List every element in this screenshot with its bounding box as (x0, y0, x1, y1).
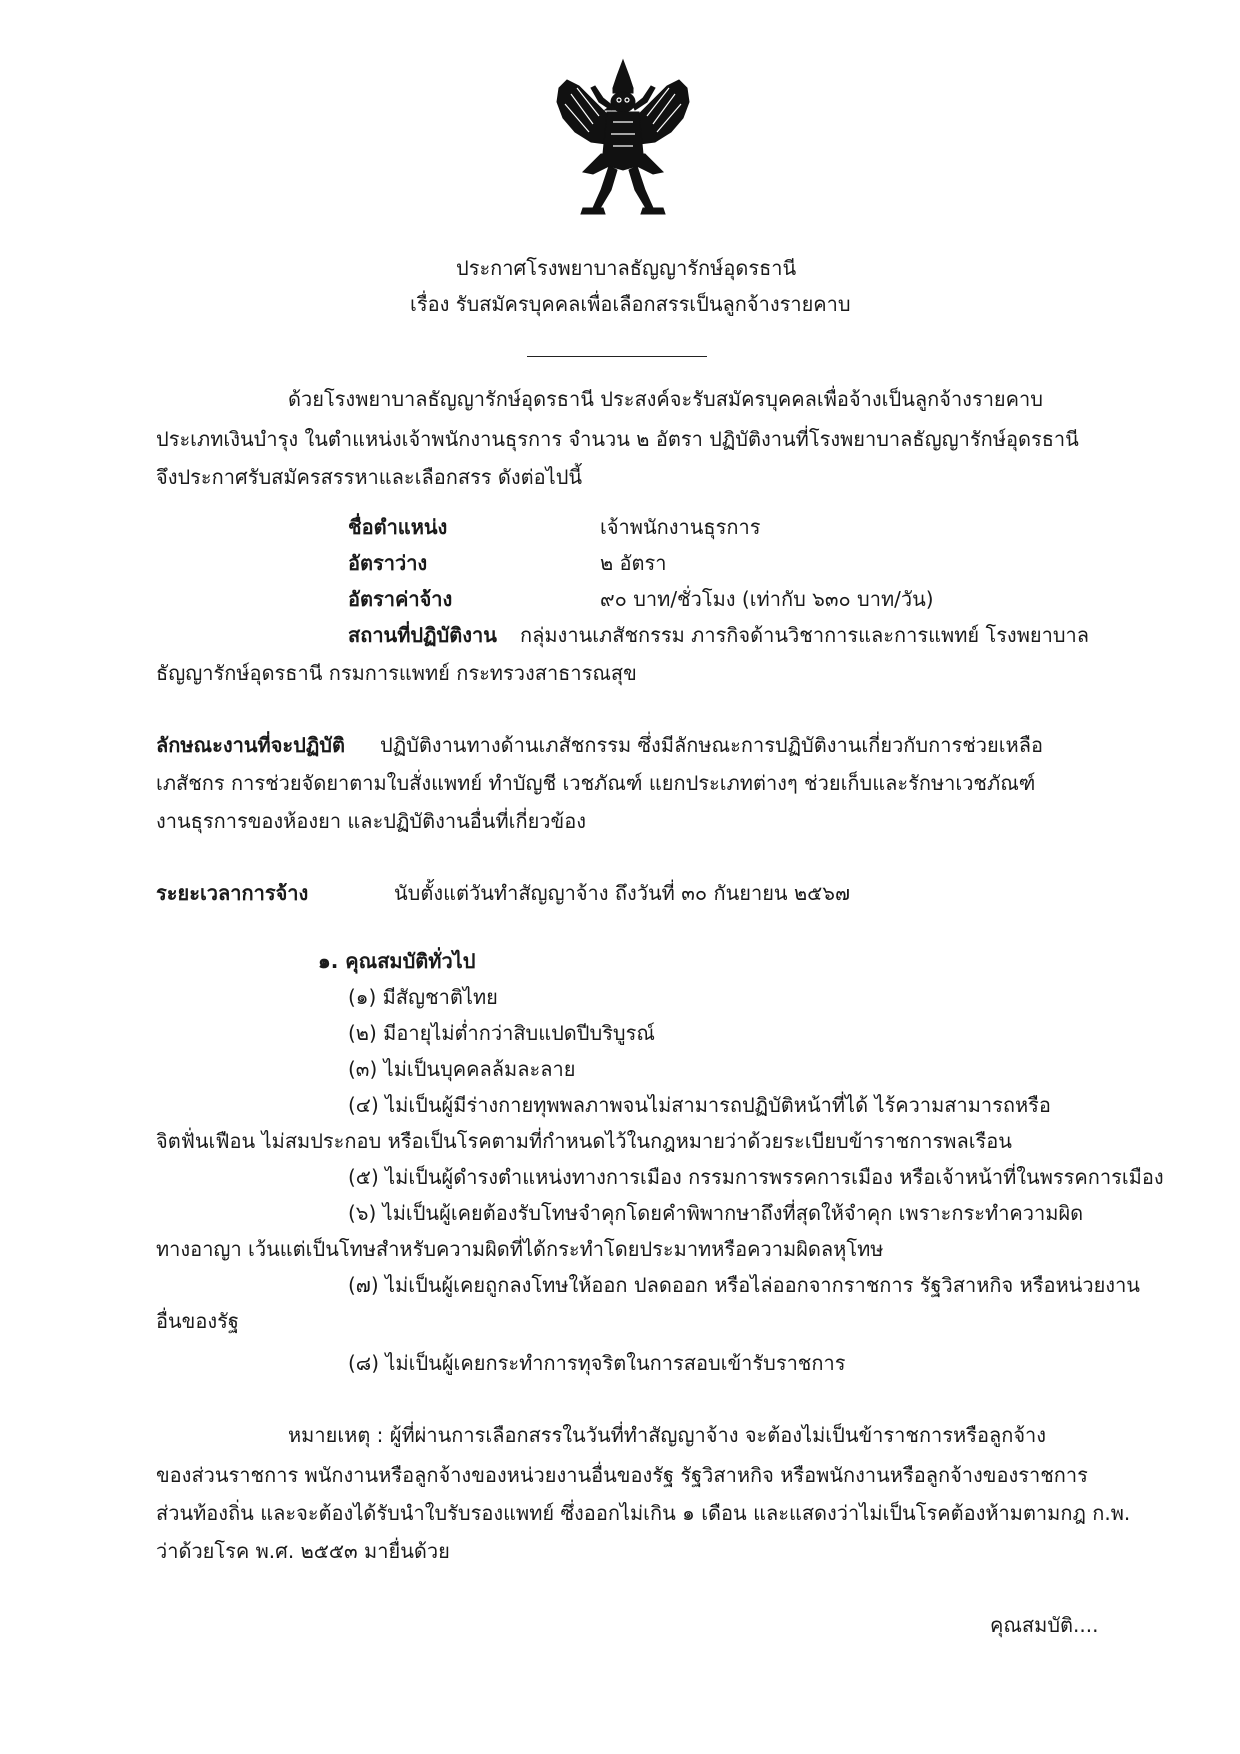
vacancy-label: อัตราว่าง (348, 551, 428, 575)
qualification-item: (๕) ไม่เป็นผู้ดำรงตำแหน่งทางการเมือง กรรมการพรรคการเมือง หรือเจ้าหน้าที่ในพรรคการเมือง (348, 1165, 1164, 1189)
employment-period-label: ระยะเวลาการจ้าง (156, 881, 309, 905)
wage-label: อัตราค่าจ้าง (348, 587, 453, 611)
workplace-label: สถานที่ปฏิบัติงาน (348, 623, 497, 647)
note-line-4: ว่าด้วยโรค พ.ศ. ๒๕๕๓ มายื่นด้วย (156, 1539, 450, 1563)
qualification-item: (๒) มีอายุไม่ต่ำกว่าสิบแปดปีบริบูรณ์ (348, 1021, 655, 1045)
workplace-value: กลุ่มงานเภสัชกรรม ภารกิจด้านวิชาการและการแพทย์ โรงพยาบาล (520, 623, 1090, 647)
intro-line-1: ด้วยโรงพยาบาลธัญญารักษ์อุดรธานี ประสงค์จะรับสมัครบุคคลเพื่อจ้างเป็นลูกจ้างรายคาบ (288, 387, 1043, 411)
job-description-line-1: ปฏิบัติงานทางด้านเภสัชกรรม ซึ่งมีลักษณะการปฏิบัติงานเกี่ยวกับการช่วยเหลือ (380, 733, 1043, 757)
workplace-value-line-2: ธัญญารักษ์อุดรธานี กรมการแพทย์ กระทรวงสาธารณสุข (156, 661, 637, 685)
note-line-3: ส่วนท้องถิ่น และจะต้องได้รับนำใบรับรองแพทย์ ซึ่งออกไม่เกิน ๑ เดือน และแสดงว่าไม่เป็นโรคต้องห้ามตามกฎ ก.พ. (156, 1501, 1131, 1525)
job-description-line-3: งานธุรการของห้องยา และปฏิบัติงานอื่นที่เกี่ยวข้อง (156, 809, 586, 833)
job-description-label: ลักษณะงานที่จะปฏิบัติ (156, 733, 345, 757)
qualification-item: (๗) ไม่เป็นผู้เคยถูกลงโทษให้ออก ปลดออก หรือไล่ออกจากราชการ รัฐวิสาหกิจ หรือหน่วยงาน (348, 1273, 1140, 1297)
qualification-item: (๔) ไม่เป็นผู้มีร่างกายทุพพลภาพจนไม่สามารถปฏิบัติหน้าที่ได้ ไร้ความสามารถหรือ (348, 1093, 1051, 1117)
qualification-item: (๖) ไม่เป็นผู้เคยต้องรับโทษจำคุกโดยคำพิพากษาถึงที่สุดให้จำคุก เพราะกระทำความผิด (348, 1201, 1084, 1225)
employment-period-value: นับตั้งแต่วันทำสัญญาจ้าง ถึงวันที่ ๓๐ กันยายน ๒๕๖๗ (394, 881, 850, 905)
garuda-emblem-icon (553, 58, 693, 220)
vacancy-value: ๒ อัตรา (600, 551, 667, 575)
qualification-item-continuation: อื่นของรัฐ (156, 1309, 239, 1333)
note-line-2: ของส่วนราชการ พนักงานหรือลูกจ้างของหน่วยงานอื่นของรัฐ รัฐวิสาหกิจ หรือพนักงานหรือลูกจ้างของราชการ (156, 1463, 1088, 1487)
qualification-item-continuation: ทางอาญา เว้นแต่เป็นโทษสำหรับความผิดที่ได้กระทำโดยประมาทหรือความผิดลหุโทษ (156, 1237, 884, 1261)
continued-marker: คุณสมบัติ.... (990, 1613, 1099, 1637)
qualification-item: (๑) มีสัญชาติไทย (348, 985, 498, 1009)
intro-line-3: จึงประกาศรับสมัครสรรหาและเลือกสรร ดังต่อไปนี้ (156, 465, 583, 489)
announcement-title: ประกาศโรงพยาบาลธัญญารักษ์อุดรธานี (456, 256, 797, 280)
job-description-line-2: เภสัชกร การช่วยจัดยาตามใบสั่งแพทย์ ทำบัญชี เวชภัณฑ์ แยกประเภทต่างๆ ช่วยเก็บและรักษาเวชภัณฑ์ (156, 771, 1036, 795)
intro-line-2: ประเภทเงินบำรุง ในตำแหน่งเจ้าพนักงานธุรการ จำนวน ๒ อัตรา ปฏิบัติงานที่โรงพยาบาลธัญญารักษ์อุดรธานี (156, 427, 1079, 451)
qualification-item: (๓) ไม่เป็นบุคคลล้มละลาย (348, 1057, 576, 1081)
qualification-item: (๘) ไม่เป็นผู้เคยกระทำการทุจริตในการสอบเข้ารับราชการ (348, 1351, 846, 1375)
header-divider (527, 356, 707, 357)
wage-value: ๙๐ บาท/ชั่วโมง (เท่ากับ ๖๓๐ บาท/วัน) (600, 587, 934, 611)
note-line-1: หมายเหตุ : ผู้ที่ผ่านการเลือกสรรในวันที่ทำสัญญาจ้าง จะต้องไม่เป็นข้าราชการหรือลูกจ้าง (288, 1423, 1047, 1447)
qualifications-heading: ๑. คุณสมบัติทั่วไป (318, 949, 476, 973)
announcement-subject: เรื่อง รับสมัครบุคคลเพื่อเลือกสรรเป็นลูกจ้างรายคาบ (410, 292, 851, 316)
position-name-value: เจ้าพนักงานธุรการ (600, 515, 761, 539)
qualification-item-continuation: จิตฟั่นเฟือน ไม่สมประกอบ หรือเป็นโรคตามที่กำหนดไว้ในกฎหมายว่าด้วยระเบียบข้าราชการพลเรือน (156, 1129, 1012, 1153)
position-name-label: ชื่อตำแหน่ง (348, 515, 448, 539)
